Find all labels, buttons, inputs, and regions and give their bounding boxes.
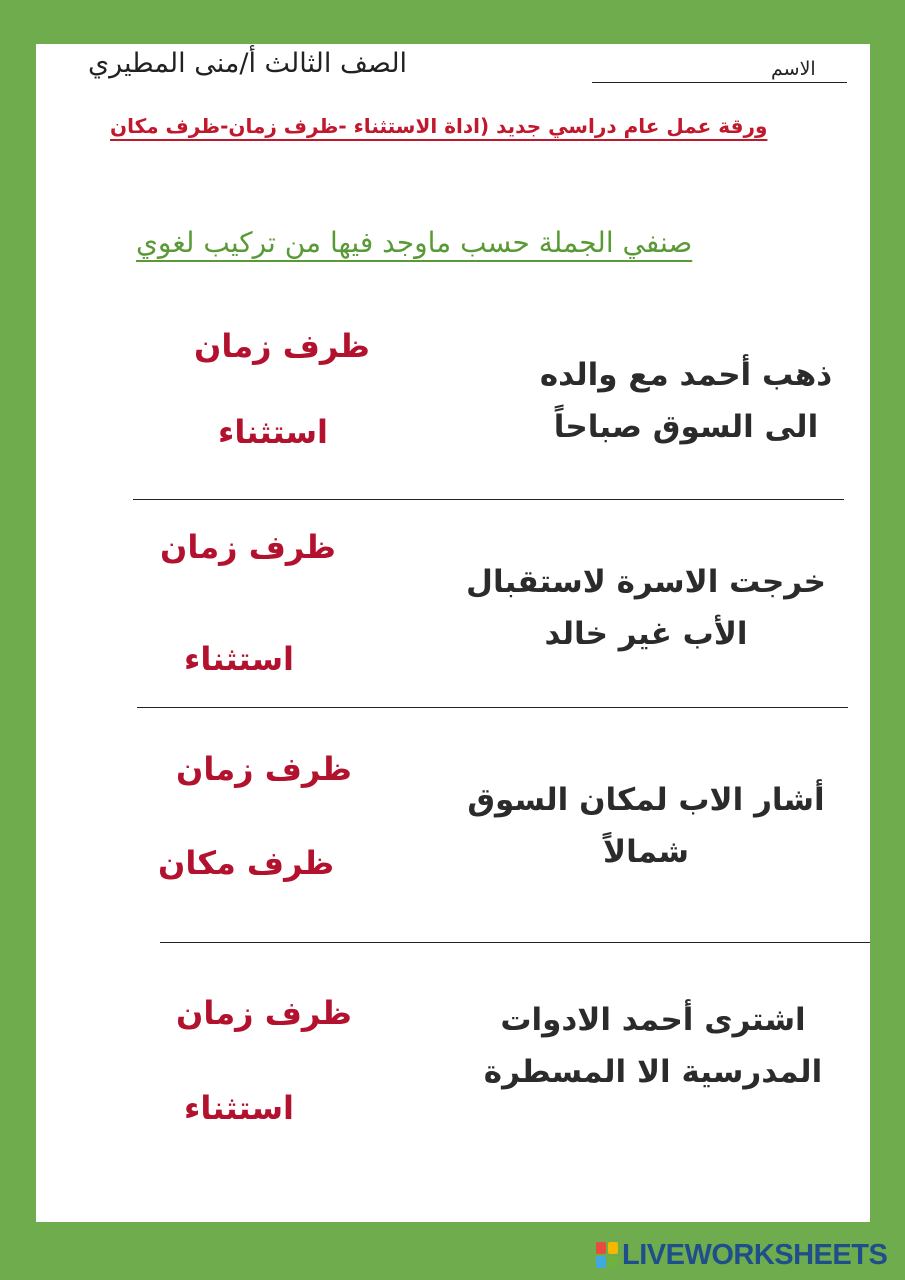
name-label: الاسم — [771, 58, 816, 80]
divider — [137, 707, 848, 708]
sentence-line: خرجت الاسرة لاستقبال — [466, 564, 826, 600]
question-3-sentence — [456, 774, 836, 878]
sentence-line: المدرسية الا المسطرة — [483, 1054, 823, 1090]
divider — [133, 499, 844, 500]
question-2-option-2[interactable]: استثناء — [184, 640, 294, 678]
instruction-text: صنفي الجملة حسب ماوجد فيها من تركيب لغوي — [136, 226, 693, 259]
name-field-line — [592, 82, 847, 83]
question-4-option-1[interactable]: ظرف زمان — [176, 994, 352, 1032]
liveworksheets-logo-icon — [596, 1242, 618, 1268]
worksheet-page — [36, 44, 870, 1222]
sentence-line: اشترى أحمد الادوات — [500, 1002, 806, 1038]
teacher-heading: الصف الثالث أ/منى المطيري — [88, 48, 408, 79]
sentence-line: أشار الاب لمكان السوق — [467, 782, 825, 818]
question-2-sentence — [456, 556, 836, 660]
sentence-line: شمالاً — [603, 834, 689, 870]
sentence-line: الأب غير خالد — [544, 616, 748, 652]
question-4-option-2[interactable]: استثناء — [184, 1089, 294, 1127]
question-3-option-1[interactable]: ظرف زمان — [176, 750, 352, 788]
liveworksheets-logo — [596, 1238, 887, 1272]
question-4-sentence — [468, 994, 838, 1098]
question-3-option-2[interactable]: ظرف مكان — [158, 844, 335, 882]
question-1-sentence — [516, 349, 856, 453]
divider — [160, 942, 870, 943]
sentence-line: الى السوق صباحاً — [553, 409, 819, 445]
brand-text: LIVEWORKSHEETS — [622, 1238, 888, 1271]
question-2-option-1[interactable]: ظرف زمان — [160, 528, 336, 566]
sentence-line: ذهب أحمد مع والده — [539, 357, 833, 393]
question-1-option-2[interactable]: استثناء — [218, 413, 328, 451]
question-1-option-1[interactable]: ظرف زمان — [194, 327, 370, 365]
worksheet-subtitle: ورقة عمل عام دراسي جديد (اداة الاستثناء -ظرف زمان-ظرف مكان — [110, 114, 768, 138]
